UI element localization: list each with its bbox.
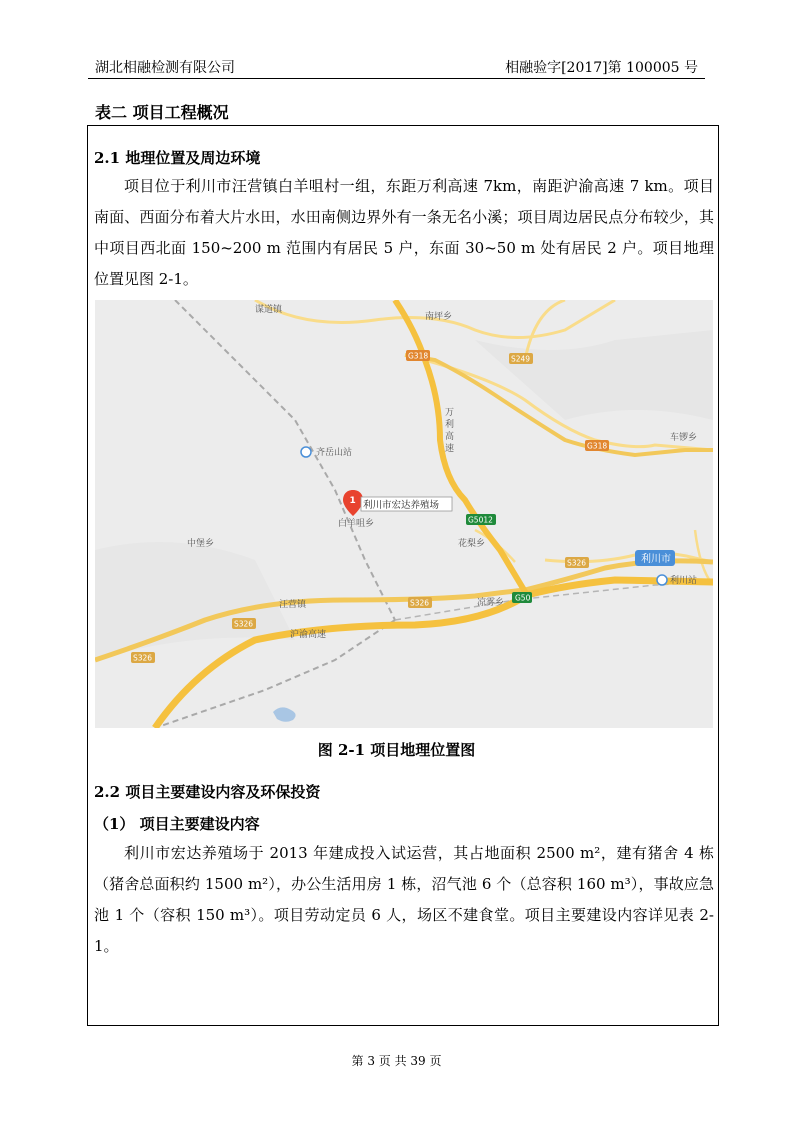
shield-g50: G50	[515, 593, 531, 603]
section-2-2-heading: 2.2 项目主要建设内容及环保投资	[94, 783, 321, 801]
station-icon-lichuan	[657, 575, 667, 585]
label-wanli-3: 高	[445, 432, 455, 442]
page-footer: 第 3 页 共 39 页	[351, 1054, 442, 1068]
location-map	[95, 300, 713, 728]
label-wanli-4: 速	[445, 444, 455, 454]
shield-s249: S249	[511, 354, 531, 364]
label-zhongbao: 中堡乡	[187, 539, 215, 549]
label-nanping: 南坪乡	[425, 312, 453, 322]
label-lichuan-city: 利川市	[641, 554, 671, 565]
header-rule	[88, 78, 705, 79]
section-2-1-heading: 2.1 地理位置及周边环境	[94, 149, 261, 167]
station-icon-qiyueshan	[301, 447, 311, 457]
project-marker-number: 1	[349, 496, 356, 506]
table-title: 表二 项目工程概况	[95, 103, 229, 122]
map-canvas	[95, 300, 713, 728]
label-huyu-highway: 沪渝高速	[290, 630, 327, 640]
section-2-2-paragraph: 利川市宏达养殖场于 2013 年建成投入试运营，其占地面积 2500 m²，建有猪舍 4 栋（猪舍总面积约 1500 m²），办公生活用房 1 栋，沼气池 6 个（总容积 160 m³），事故应急池 1 个（容积 150 m³）。项目劳动定员 6 人，场区不建食堂。项目主要建设内容详见表 2-1。	[94, 844, 714, 955]
shield-g5012: G5012	[468, 515, 493, 525]
shield-s326-a: S326	[567, 558, 587, 568]
label-qiyueshan: 齐岳山站	[316, 448, 353, 458]
label-huali: 花梨乡	[458, 539, 486, 549]
label-wanli-1: 万	[445, 408, 455, 418]
label-liangwu: 凉雾乡	[477, 598, 505, 608]
label-baiyangzui: 白羊咀乡	[338, 519, 375, 529]
shield-s326-b: S326	[410, 598, 430, 608]
figure-caption: 图 2-1 项目地理位置图	[317, 741, 476, 759]
label-wangying: 汪营镇	[279, 600, 307, 610]
label-wanli-2: 利	[445, 420, 455, 430]
shield-g318-a: G318	[408, 351, 429, 361]
label-moudao: 谋道镇	[255, 305, 283, 315]
shield-g318-b: G318	[587, 441, 608, 451]
header-company: 湖北相融检测有限公司	[95, 60, 235, 76]
section-2-2-sub-heading: （1） 项目主要建设内容	[94, 815, 260, 833]
project-marker-label: 利川市宏达养殖场	[363, 500, 440, 511]
label-chexiang: 车锣乡	[670, 433, 698, 443]
label-lichuan-station: 利川站	[670, 576, 698, 586]
section-2-1-paragraph: 项目位于利川市汪营镇白羊咀村一组，东距万利高速 7km，南距沪渝高速 7 km。项目南面、西面分布着大片水田，水田南侧边界外有一条无名小溪；项目周边居民点分布较少，其中项目西北面 150~200 m 范围内有居民 5 户，东面 30~50 m 处有居民 2 户。项目地理位置见图 2-1。	[94, 177, 714, 288]
shield-s326-d: S326	[133, 653, 153, 663]
header-doc-number: 相融验字[2017]第 100005 号	[505, 60, 698, 76]
shield-s326-c: S326	[234, 619, 254, 629]
